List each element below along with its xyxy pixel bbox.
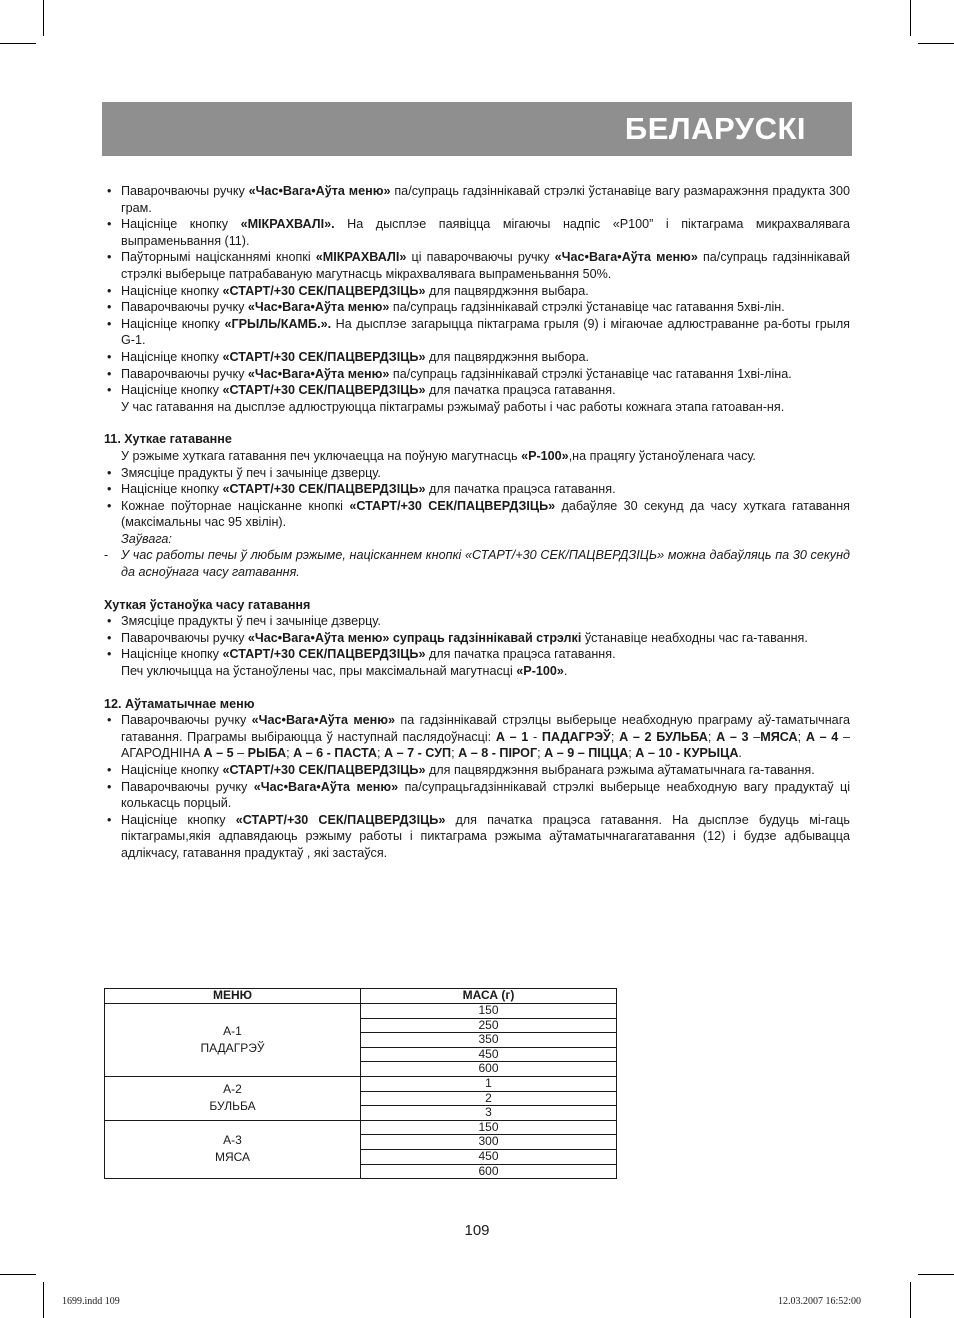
bold-text: «Час•Вага•Аўта меню» [554,250,698,265]
table-header-mass: МАСА (г) [361,989,617,1004]
bold-text: А – 4 [805,729,839,744]
mass-cell: 2 [361,1091,617,1106]
text-run: для пачатка працэса гатавання. [425,383,616,398]
bold-text: А – 3 [716,729,749,744]
section-heading: Хуткая ўстаноўка часу гатавання [104,597,311,612]
text-run: Націсніце кнопку [121,349,223,364]
menu-code: А-3 [223,1133,242,1148]
print-slug-date: 12.03.2007 16:52:00 [778,1296,862,1307]
print-slug-file: 1699.indd 109 [62,1296,120,1307]
text-run: Націсніце кнопку [121,647,223,662]
text-run: Паварочваючы ручку [121,366,248,381]
bullet-marker: • [107,763,112,777]
text-run: ; [610,729,620,744]
bullet-marker: • [107,812,112,827]
bullet-marker: • [107,482,112,497]
crop-mark-bottom-left-v [43,1282,44,1318]
text-run: . [563,664,568,679]
note-item [104,547,850,580]
text-run: –АГАРОДНІНА [121,729,850,761]
bullet-marker: • [107,366,112,381]
text-run: У рэжыме хуткага гатавання печ уключаецца на поўную магутнасць [121,448,522,463]
bullet-marker: • [107,283,112,298]
text-run: На дысплэе загарыцца піктаграма грыля (9) і мігаючае адлюстраванне ра-боты грыля G-1. [121,316,850,348]
bold-text: «СТАРТ/+30 СЕК/ПАЦВЕРДЗІЦЬ» [222,349,426,364]
bold-text: «СТАРТ/+30 СЕК/ПАЦВЕРДЗІЦЬ» [222,383,426,398]
bullet-item [104,498,850,531]
crop-mark-top-left-v [43,0,44,36]
crop-mark-top-right-h [918,43,954,44]
bold-text: «СТАРТ/+30 СЕК/ПАЦВЕРДЗІЦЬ» [222,283,426,298]
bold-text: РЫБА [247,746,287,761]
text-run: Націсніце кнопку [121,482,223,497]
text-run: ; [376,746,384,761]
table-row [105,1120,617,1135]
bold-text: А – 8 - ПІРОГ [458,746,538,761]
text-run: ўстанавіце неабходны час га-тавання. [581,630,808,645]
bullet-item [104,382,850,399]
text-run: Заўвага: [121,531,172,546]
mass-cell: 600 [361,1164,617,1179]
bold-text: «МІКРАХВАЛІ». [240,217,335,232]
menu-code: А-2 [223,1082,242,1097]
text-run: Паварочваючы ручку [121,713,252,728]
crop-mark-top-right-v [910,0,911,36]
bold-text: А – 1 [495,729,529,744]
menu-name: БУЛЬБА [209,1099,256,1114]
text-run: . [738,746,742,761]
bullet-marker: • [107,713,112,728]
bullet-marker: • [107,316,112,331]
bullet-marker: • [107,614,112,629]
text-run: Націсніце кнопку [121,812,236,827]
bold-text: «СТАРТ/+30 СЕК/ПАЦВЕРДЗІЦЬ» [235,812,446,827]
bullet-item [104,349,850,366]
text-run: ; [797,729,806,744]
bullet-marker: • [107,184,112,198]
bullet-item [104,646,850,663]
text-run: па/супраць гадзіннікавай стрэлкі ўстанавіце вагу размаражэння прадукта 300 грам. [121,184,851,215]
bullet-item [104,779,850,812]
text-run: Націсніце кнопку [121,383,223,398]
crop-mark-top-left-h [0,43,36,44]
mass-cell: 300 [361,1135,617,1150]
mass-cell: 600 [361,1062,617,1077]
menu-name: ПАДАГРЭЎ [200,1040,265,1055]
text-run: ; [537,746,545,761]
bold-text: «Р-100» [516,664,564,679]
bullet-marker: • [107,630,112,645]
bold-text: ПАДАГРЭЎ [541,729,611,744]
text-run: - [528,729,542,744]
bullet-item [104,812,850,862]
bold-text: «СТАРТ/+30 СЕК/ПАЦВЕРДЗІЦЬ» [222,763,426,777]
text-run: па/супраць гадзіннікавай стрэлкі ўстанавіце час гатавання 1хві-ліна. [389,366,792,381]
section-heading: 12. Аўтаматычнае меню [104,696,255,711]
text-run: На дысплэе паявіцца мігаючы надпіс «Р100” і піктаграма микрахвалявага выпраменьвання (11). [121,217,850,248]
crop-mark-bottom-right-v [910,1282,911,1318]
text-run: У час гатавання на дысплэе адлюструюцца піктаграмы рэжымаў работы і час работы кожнага этапа гатоаван-ня. [121,399,785,414]
text-run: па/супраць гадзіннікавай стрэлкі ўстанавіце час гатавання 5хві-лін. [389,300,785,315]
bullet-marker: • [107,349,112,364]
mass-cell: 350 [361,1033,617,1048]
bold-text: А – 10 - КУРЫЦА [635,746,739,761]
text-run: – [748,729,761,744]
text-run: Паўторнымі націсканнямі кнопкі [121,250,316,265]
text-run: Паварочваючы ручку [121,184,249,198]
table-row [105,1076,617,1091]
bold-text: «Час•Вага•Аўта меню» [251,713,396,728]
section-heading: 11. Хуткае гатаванне [104,432,232,447]
mass-cell: 450 [361,1149,617,1164]
bullet-marker: • [107,465,112,480]
text-run: па/супрацьгадзіннікавай стрэлкі выберыце неабходную вагу прадуктаў ці колькасць порцый. [121,779,851,811]
text-run: Паварочваючы ручку [121,300,248,315]
text-run: для пачатка працэса гатавання. [425,482,616,497]
menu-cell [105,1076,361,1120]
text-run: Паварочваючы ручку [121,779,254,794]
bullet-marker: • [107,300,112,315]
mass-cell: 1 [361,1076,617,1091]
table-header-menu: МЕНЮ [105,989,361,1004]
text-run: – [233,746,248,761]
text-run: Паварочваючы ручку [121,630,248,645]
bullet-item [104,283,850,300]
bullet-item [104,366,850,383]
text-run: для пацвярджэння выбора. [425,349,589,364]
text-run: ; [628,746,636,761]
bold-text: А – 6 - ПАСТА [293,746,377,761]
bullet-item [104,183,850,216]
bullet-marker: • [107,647,112,662]
bullet-marker: • [107,779,112,794]
paragraph [104,399,850,416]
bold-text: МЯСА [760,729,798,744]
bullet-item [104,712,850,762]
bold-text: «СТАРТ/+30 СЕК/ПАЦВЕРДЗІЦЬ» [349,498,556,513]
mass-cell: 150 [361,1120,617,1135]
bold-text: «Час•Вага•Аўта меню» супраць гадзіннікавай стрэлкі [247,630,582,645]
paragraph [104,448,850,465]
menu-cell [105,1120,361,1178]
bullet-item [104,216,850,249]
text-run: для пачатка працэса гатавання. [425,647,616,662]
table-row [105,1004,617,1019]
text-run: ; [707,729,717,744]
crop-mark-bottom-left-h [0,1274,36,1275]
mass-cell: 3 [361,1106,617,1121]
text-run: Націсніце кнопку [121,763,223,777]
bold-text: «ГРЫЛЬ/КАМБ.». [224,316,332,331]
mass-cell: 450 [361,1047,617,1062]
text-run: для пацвярджэння выбара. [425,283,589,298]
text-run: ; [286,746,294,761]
menu-cell [105,1004,361,1077]
page-number: 109 [464,1222,490,1239]
paragraph [104,531,850,548]
bullet-item [104,613,850,630]
bullet-item [104,249,850,282]
menu-code: А-1 [223,1023,242,1038]
auto-menu-weight-table [104,988,617,1179]
dash-marker: - [104,548,109,563]
text-run: Націсніце кнопку [121,217,241,232]
bold-text: «СТАРТ/+30 СЕК/ПАЦВЕРДЗІЦЬ» [222,647,426,662]
bold-text: «Час•Вага•Аўта меню» [247,366,390,381]
bold-text: «Час•Вага•Аўта меню» [247,300,390,315]
bullet-marker: • [107,250,112,265]
text-run: для пачатка працэса гатавання. На дысплэе будуць мі-гаць піктаграмы,якія адпавядаюць рэжыму работы і пиктаграма рэжыма аўтаматычнагагатавання (12) і будзе адбывацца адлікчасу, гатавання прадуктаў , які застаўся. [121,812,850,860]
text-run: ці паварочваючы ручку [406,250,555,265]
paragraph [104,663,850,680]
text-run: дабаўляе 30 секунд да часу хуткага гатавання (максімальны час 95 хвілін). [121,498,851,530]
text-run: У час работы печы ў любым рэжыме, націсканнем кнопкі «СТАРТ/+30 СЕК/ПАЦВЕРДЗІЦЬ» можна дабаўляць па 30 секунд да асноўнага часу гатавання. [121,548,850,580]
bullet-item [104,762,850,779]
text-run: па/супраць гадзіннікавай стрэлкі выберыце патрабаваную магутнасць мікрахвалявага выпраменьвання 50%. [121,250,851,281]
crop-mark-bottom-right-h [918,1274,954,1275]
language-header-bar [102,102,852,156]
text-run: Націсніце кнопку [121,283,223,298]
text-run: ,на працягу ўстаноўленага часу. [568,448,756,463]
bold-text: «Час•Вага•Аўта меню» [248,184,391,198]
language-title: БЕЛАРУСКІ [624,111,806,146]
text-run: Змясціце прадукты ў печ і зачыніце дзверцу. [121,614,381,629]
bold-text: «СТАРТ/+30 СЕК/ПАЦВЕРДЗІЦЬ» [222,482,426,497]
text-run: для пацвярджэння выбранага рэжыма аўтаматычнага га-тавання. [425,763,815,777]
bold-text: «Час•Вага•Аўта меню» [253,779,399,794]
menu-name: МЯСА [214,1150,251,1165]
bullet-marker: • [107,217,112,232]
bullet-item [104,316,850,349]
bold-text: А – 7 - СУП [383,746,452,761]
text-run: Націсніце кнопку [121,316,225,331]
text-run: Печ уключыцца на ўстаноўлены час, пры максімальнай магутнасці [121,664,517,679]
bullet-marker: • [107,498,112,513]
text-run: ; [451,746,459,761]
bullet-item [104,465,850,482]
mass-cell: 250 [361,1018,617,1033]
bold-text: «Р-100» [521,448,569,463]
text-run: па гадзіннікавай стрэлцы выберыце неабходную праграму аў-таматычнага гатавання. Праграмы выбіраюцца ў наступнай паслядоўнасці: [121,713,851,744]
bullet-item [104,481,850,498]
bold-text: А – 2 БУЛЬБА [619,729,708,744]
mass-cell: 150 [361,1004,617,1019]
bullet-item [104,630,850,647]
bold-text: А – 9 – ПІЦЦА [544,746,629,761]
bullet-item [104,299,850,316]
text-run: Кожнае поўторнае націсканне кнопкі [121,498,350,513]
text-run: Змясціце прадукты ў печ і зачыніце дзверцу. [121,465,381,480]
table-header-row [105,989,617,1004]
bold-text: «МІКРАХВАЛІ» [315,250,407,265]
instructions-content [104,183,850,862]
bold-text: А – 5 [203,746,234,761]
bullet-marker: • [107,383,112,398]
